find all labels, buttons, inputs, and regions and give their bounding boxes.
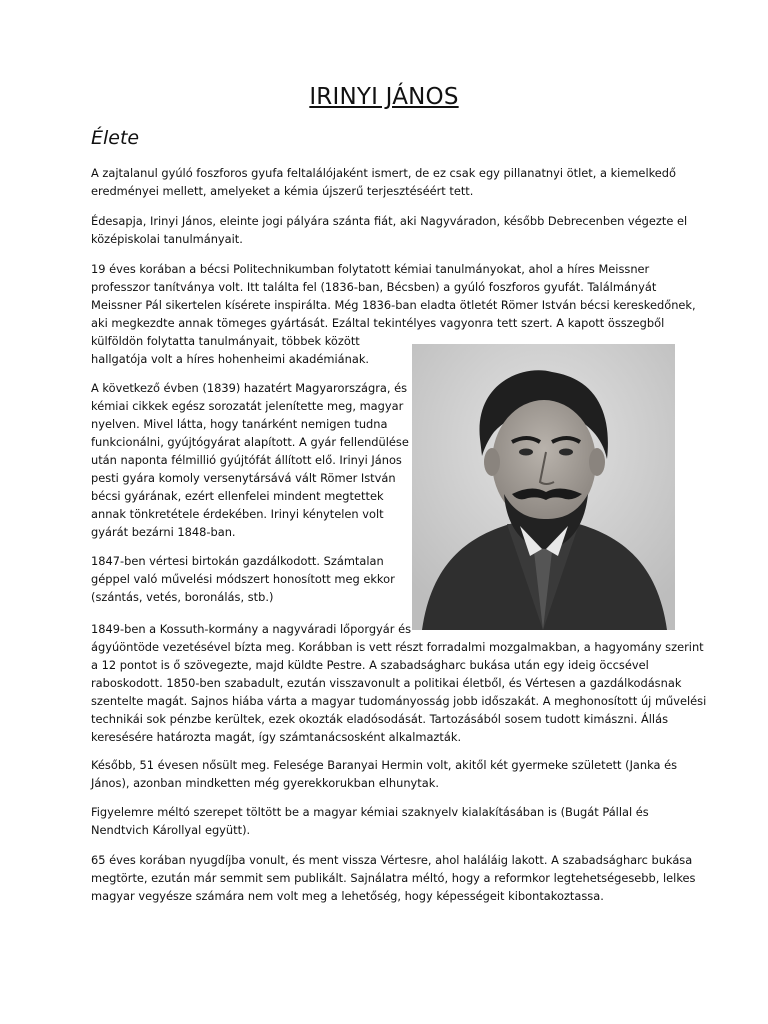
paragraph-line: 19 éves korában a bécsi Politechnikumban folytatott kémiai tanulmányokat, ahol a híres Meissner [91,262,650,276]
paragraph-line: külföldön folytatta tanulmányait, többek között [91,334,360,348]
paragraph [91,260,696,368]
paragraph-line: Édesapja, Irinyi János, eleinte jogi pályára szánta fiát, aki Nagyváradon, később Debrecenben végezte el [91,214,688,228]
paragraph-line: annak tönkretétele érdekében. Irinyi kénytelen volt [91,507,384,521]
paragraph [91,212,687,248]
paragraph-line: pesti gyára komoly versenytársává vált Römer István [91,471,396,485]
page-title: IRINYI JÁNOS [309,84,459,110]
paragraph-line: Figyelemre méltó szerepet töltött be a magyar kémiai szaknyelv kialakításában is (Bugát Pállal és [91,805,649,819]
paragraph-line: középiskolai tanulmányait. [91,232,243,246]
paragraph-line: magyar vegyésze számára nem volt meg a lehetőség, hogy képességeit kibontakoztassa. [91,889,604,903]
paragraph-line: gyárát bezárni 1848-ban. [91,525,236,539]
paragraph [91,379,409,541]
paragraph-line: Később, 51 évesen nősült meg. Felesége Baranyai Hermin volt, akitől két gyermeke született (Janka és [91,758,678,772]
paragraph-line: János), azonban mindketten még gyerekkorukban elhunytak. [91,776,439,790]
paragraph-line: bécsi gyárának, ezért ellenfelei mindent megtettek [91,489,384,503]
paragraph-line: hallgatója volt a híres hohenheimi akadémiának. [91,352,370,366]
paragraph [91,803,649,839]
paragraph-line: keresésére határozta magát, így számtanácsosként alkalmazták. [91,730,462,744]
paragraph-line: nyelven. Mivel látta, hogy tanárként nemigen tudna [91,417,388,431]
paragraph-line: aki megkezdte annak tömeges gyártását. Ezáltal tekintélyes vagyonra tett szert. A kapott összegből [91,316,665,330]
paragraph-line: professzor tanítványa volt. Itt találta fel (1836-ban, Bécsben) a gyúló foszforos gyufát. Találmányát [91,280,657,294]
paragraph [91,851,695,905]
paragraph [91,552,395,606]
paragraph-line: megtörte, ezután már semmit sem publikált. Sajnálatra méltó, hogy a reformkor legtehetségesebb, lelkes [91,871,696,885]
paragraph-line: kémiai cikkek egész sorozatát jelenítette meg, magyar [91,399,404,413]
paragraph-line: A következő évben (1839) hazatért Magyarországra, és [91,381,408,395]
paragraph [91,756,677,792]
paragraph-line: 65 éves korában nyugdíjba vonult, és ment vissza Vértesre, ahol haláláig lakott. A szabadságharc bukása [91,853,693,867]
paragraph-line: a 12 pontot is ő szövegezte, majd küldte Pestre. A szabadságharc bukása után egy ideig öccsével [91,658,649,672]
paragraph-line: raboskodott. 1850-ben szabadult, ezután visszavonult a politikai életből, és Vértesen a gazdálkodásnak [91,676,682,690]
paragraph-line: Meissner Pál sikertelen kísérete inspirálta. Még 1836-ban eladta ötletét Römer István bécsi kereskedőnek, [91,298,696,312]
paragraph [91,164,676,200]
paragraph-line: technikái sok pénzbe kerültek, ezek okozták eladósodását. Tartozásából sosem tudott kimászni. Állás [91,712,669,726]
paragraph-line: Nendtvich Károllyal együtt). [91,823,251,837]
portrait-photo [412,344,675,630]
paragraph-line: 1847-ben vértesi birtokán gazdálkodott. Számtalan [91,554,384,568]
paragraph-line: funkcionálni, gyújtógyárat alapított. A gyár fellendülése [91,435,409,449]
paragraph-line: után naponta félmillió gyújtófát állított elő. Irinyi János [91,453,402,467]
paragraph-line: (szántás, vetés, boronálás, stb.) [91,590,274,604]
paragraph-line: eredményei mellett, amelyeket a kémia újszerű terjesztéséért tett. [91,184,474,198]
paragraph-line: géppel való művelési módszert honosított meg ekkor [91,572,395,586]
section-heading: Élete [91,127,140,149]
paragraph [91,620,706,746]
paragraph-line: ágyúöntöde vezetésével bízta meg. Korábban is vett részt forradalmi mozgalmakban, a hagyomány szerint [91,640,704,654]
paragraph-line: 1849-ben a Kossuth-kormány a nagyváradi lőporgyár és [91,622,412,636]
paragraph-line: A zajtalanul gyúló foszforos gyufa feltalálójaként ismert, de ez csak egy pillanatnyi ötlet, a kiemelkedő [91,166,677,180]
paragraph-line: szentelte magát. Sajnos hiába várta a magyar tudományosság jobb időszakát. A meghonosított új művelési [91,694,707,708]
